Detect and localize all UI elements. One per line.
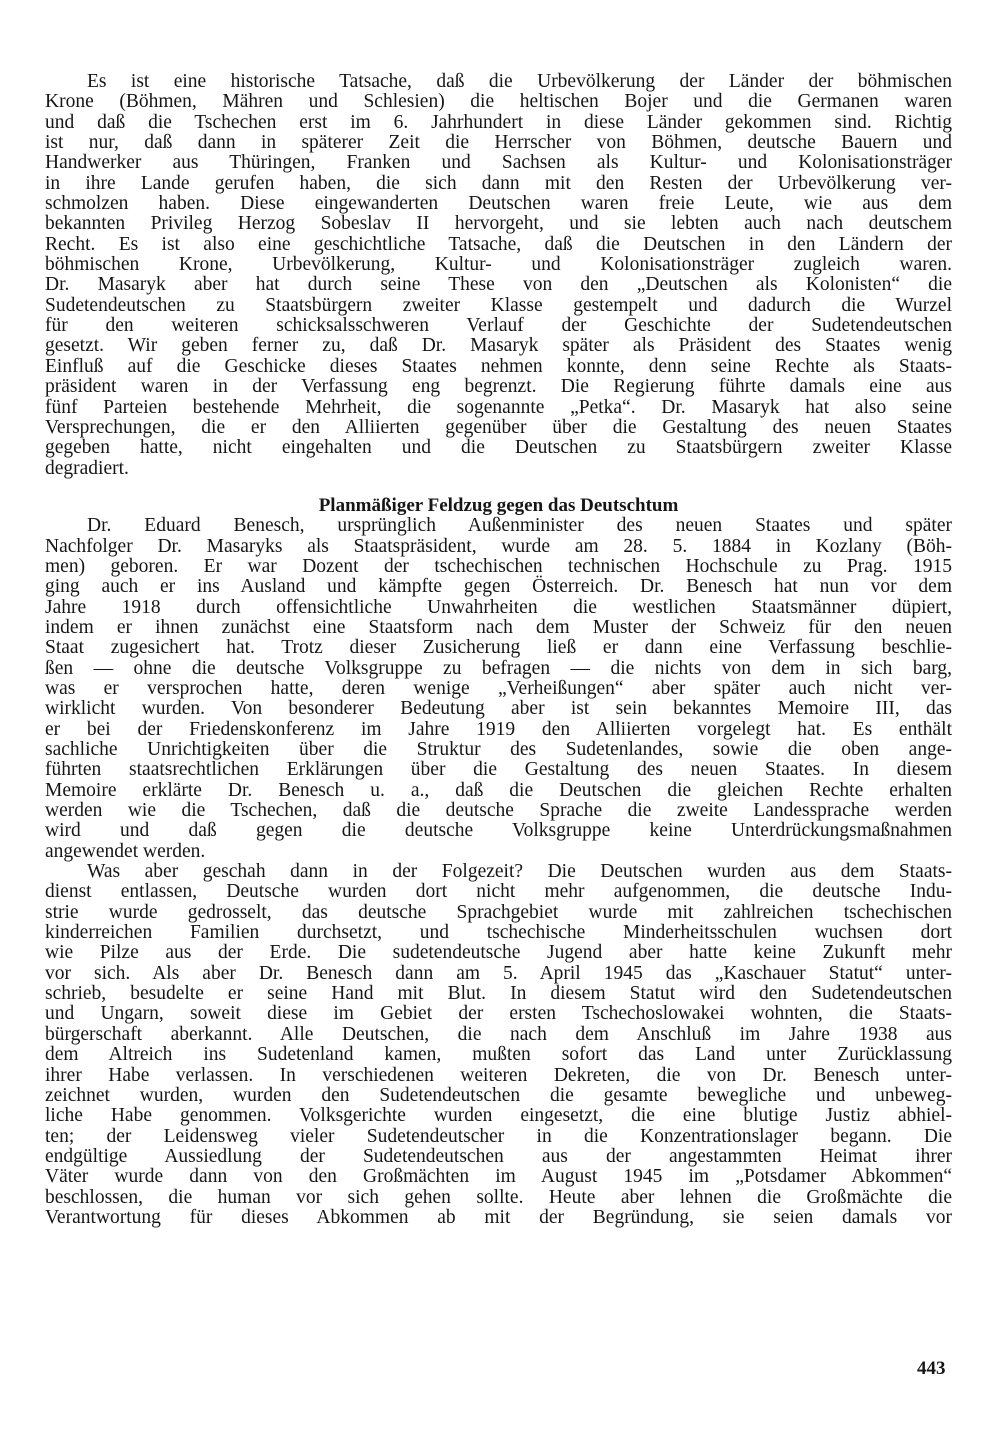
text-line: ist nur, daß dann in späterer Zeit die Herrscher von Böhmen, deutsche Bauern und — [45, 132, 952, 154]
text-line: und Ungarn, soweit diese im Gebiet der ersten Tschechoslowakei wohnten, die Staats- — [45, 1003, 952, 1025]
text-line: Versprechungen, die er den Alliierten gegenüber über die Gestaltung des neuen Staates — [45, 416, 952, 438]
text-line: was er versprochen hatte, deren wenige „Verheißungen“ aber später auch nicht ver- — [45, 677, 952, 699]
text-line: fünf Parteien bestehende Mehrheit, die sogenannte „Petka“. Dr. Masaryk hat also seine — [45, 396, 952, 418]
text-line: dienst entlassen, Deutsche wurden dort nicht mehr aufgenommen, die deutsche Indu- — [45, 881, 952, 903]
text-line: Handwerker aus Thüringen, Franken und Sachsen als Kultur- und Kolonisationsträger — [45, 152, 952, 174]
text-line: gesetzt. Wir geben ferner zu, daß Dr. Masaryk später als Präsident des Staates wenig — [45, 335, 952, 357]
text-line: endgültige Aussiedlung der Sudetendeutschen aus der angestammten Heimat ihrer — [45, 1145, 952, 1167]
text-line: in ihre Lande gerufen haben, die sich dann mit den Resten der Urbevölkerung ver- — [45, 172, 952, 194]
text-line: beschlossen, die human vor sich gehen sollte. Heute aber lehnen die Großmächte die — [45, 1186, 952, 1208]
text-line: liche Habe genommen. Volksgerichte wurden eingesetzt, die eine blutige Justiz abhiel- — [45, 1105, 952, 1127]
text-line: Einfluß auf die Geschicke dieses Staates nehmen konnte, denn seine Rechte als Staats- — [45, 355, 952, 377]
text-line: wirklicht wurden. Von besonderer Bedeutung aber ist sein bekanntes Memoire III, das — [45, 698, 952, 720]
text-line: gegeben hatte, nicht eingehalten und die Deutschen zu Staatsbürgern zweiter Klasse — [45, 437, 952, 459]
text-line: ten; der Leidensweg vieler Sudetendeutscher in die Konzentrationslager begann. Die — [45, 1125, 952, 1147]
text-line: wird und daß gegen die deutsche Volksgruppe keine Unterdrückungsmaßnahmen — [45, 820, 952, 842]
text-line: zeichnet wurden, wurden den Sudetendeutschen die gesamte bewegliche und unbeweg- — [45, 1084, 952, 1106]
text-line: Staat zugesichert hat. Trotz dieser Zusicherung ließ er dann eine Verfassung beschlie- — [45, 637, 952, 659]
text-line: werden wie die Tschechen, daß die deutsche Sprache die zweite Landessprache werden — [45, 800, 952, 822]
text-line: degradiert. — [45, 457, 129, 479]
page-number: 443 — [917, 1358, 946, 1379]
text-line: Es ist eine historische Tatsache, daß die Urbevölkerung der Länder der böhmischen — [87, 71, 952, 92]
text-line: Verantwortung für dieses Abkommen ab mit der Begründung, sie seien damals vor — [45, 1206, 952, 1228]
text-line: men) geboren. Er war Dozent der tschechischen technischen Hochschule zu Prag. 1915 — [45, 555, 952, 577]
text-line: präsident waren in der Verfassung eng begrenzt. Die Regierung führte damals eine aus — [45, 376, 952, 398]
text-line: wie Pilze aus der Erde. Die sudetendeutsche Jugend aber hatte keine Zukunft mehr — [45, 942, 952, 964]
text-line: Recht. Es ist also eine geschichtliche Tatsache, daß die Deutschen in den Ländern der — [45, 233, 952, 255]
text-line: er bei der Friedenskonferenz im Jahre 1919 den Alliierten vorgelegt hat. Es enthält — [45, 718, 952, 740]
text-line: bekannten Privileg Herzog Sobeslav II hervorgeht, und sie lebten auch nach deutschem — [45, 213, 952, 235]
text-line: Krone (Böhmen, Mähren und Schlesien) die heltischen Bojer und die Germanen waren — [45, 91, 952, 113]
text-line: kinderreichen Familien durchsetzt, und tschechische Minderheitsschulen wuchsen dort — [45, 922, 952, 944]
paragraph-1 — [45, 72, 952, 479]
text-line: strie wurde gedrosselt, das deutsche Sprachgebiet wurde mit zahlreichen tschechischen — [45, 901, 952, 923]
text-line: Memoire erklärte Dr. Benesch u. a., daß die Deutschen die gleichen Rechte erhalten — [45, 779, 952, 801]
text-line: ßen — ohne die deutsche Volksgruppe zu befragen — die nichts von dem in sich barg, — [45, 657, 952, 679]
text-line: führten staatsrechtlichen Erklärungen über die Gestaltung des neuen Staates. In diesem — [45, 759, 952, 781]
text-line: Väter wurde dann von den Großmächten im August 1945 im „Potsdamer Abkommen“ — [45, 1166, 952, 1188]
text-line: böhmischen Krone, Urbevölkerung, Kultur- und Kolonisationsträger zugleich waren. — [45, 254, 952, 276]
paragraph-2 — [45, 516, 952, 862]
text-line: bürgerschaft aberkannt. Alle Deutschen, die nach dem Anschluß im Jahre 1938 aus — [45, 1023, 952, 1045]
paragraph-3 — [45, 862, 952, 1228]
text-line: ihrer Habe verlassen. In verschiedenen weiteren Dekreten, die von Dr. Benesch unter- — [45, 1064, 952, 1086]
text-line: schmolzen haben. Diese eingewanderten Deutschen waren freie Leute, wie aus dem — [45, 193, 952, 215]
page-body — [45, 72, 952, 1228]
text-line: Dr. Masaryk aber hat durch seine These von den „Deutschen als Kolonisten“ die — [45, 274, 952, 296]
text-line: vor sich. Als aber Dr. Benesch dann am 5. April 1945 das „Kaschauer Statut“ unter- — [45, 962, 952, 984]
text-line: Jahre 1918 durch offensichtliche Unwahrheiten die westlichen Staatsmänner düpiert, — [45, 596, 952, 618]
text-line: und daß die Tschechen erst im 6. Jahrhundert in diese Länder gekommen sind. Richtig — [45, 111, 952, 133]
text-line: Dr. Eduard Benesch, ursprünglich Außenminister des neuen Staates und später — [87, 515, 952, 537]
text-line: Nachfolger Dr. Masaryks als Staatspräsident, wurde am 28. 5. 1884 in Kozlany (Böh- — [45, 535, 952, 557]
text-line: sachliche Unrichtigkeiten über die Struktur des Sudetenlandes, sowie die oben ange- — [45, 739, 952, 760]
text-line: Sudetendeutschen zu Staatsbürgern zweiter Klasse gestempelt und dadurch die Wurzel — [45, 294, 952, 316]
text-line: dem Altreich ins Sudetenland kamen, mußten sofort das Land unter Zurücklassung — [45, 1044, 952, 1066]
text-line: indem er ihnen zunächst eine Staatsform nach dem Muster der Schweiz für den neuen — [45, 616, 952, 638]
text-line: angewendet werden. — [45, 840, 206, 862]
section-heading: Planmäßiger Feldzug gegen das Deutschtum — [318, 494, 679, 516]
text-line: Was aber geschah dann in der Folgezeit? Die Deutschen wurden aus dem Staats- — [87, 861, 952, 883]
text-line: schrieb, besudelte er seine Hand mit Blut. In diesem Statut wird den Sudetendeutschen — [45, 983, 952, 1005]
text-line: ging auch er ins Ausland und kämpfte gegen Österreich. Dr. Benesch hat nun vor dem — [45, 576, 952, 598]
text-line: für den weiteren schicksalsschweren Verlauf der Geschichte der Sudetendeutschen — [45, 315, 952, 337]
